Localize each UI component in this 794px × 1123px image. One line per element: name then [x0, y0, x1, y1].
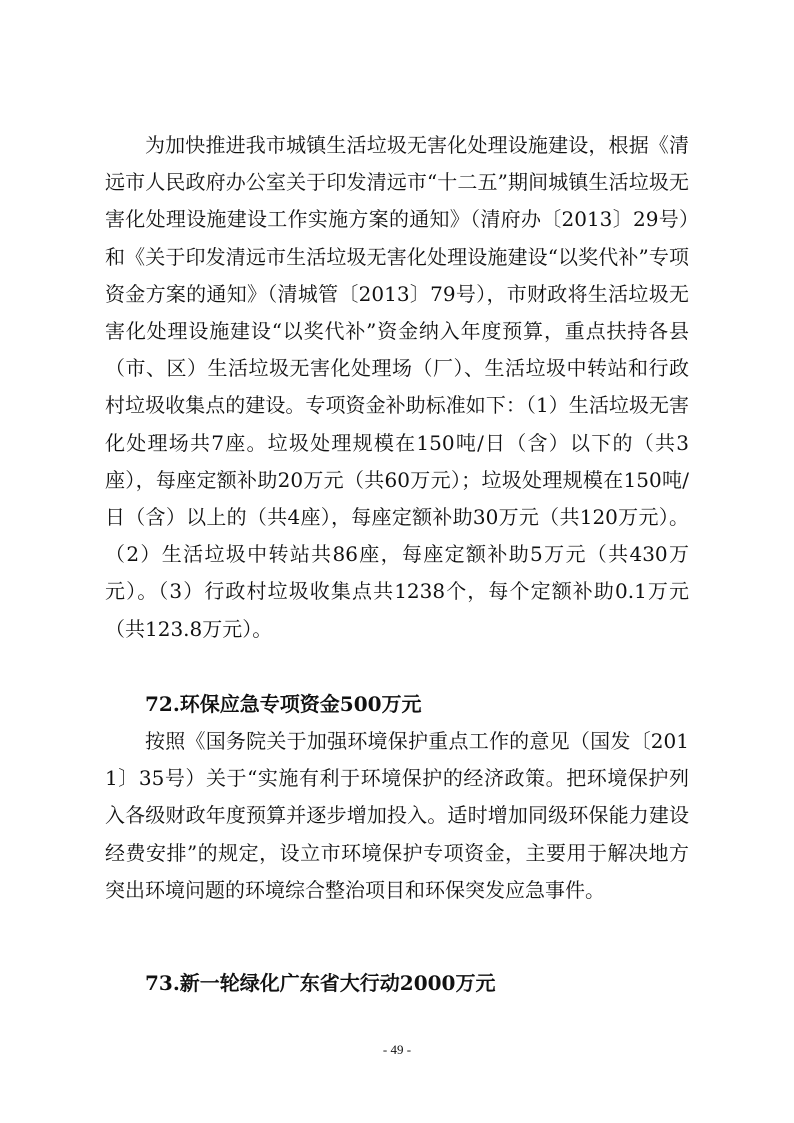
body-paragraph-garbage-treatment: 为加快推进我市城镇生活垃圾无害化处理设施建设，根据《清远市人民政府办公室关于印发清远市“十二五”期间城镇生活垃圾无害化处理设施建设工作实施方案的通知》（清府办〔2013〕29号）和《关于印发清远市生活垃圾无害化处理设施建设“以奖代补”专项资金方案的通知》（清城管〔2013〕79号），市财政将生活垃圾无害化处理设施建设“以奖代补”资金纳入年度预算，重点扶持各县（市、区）生活垃圾无害化处理场（厂）、生活垃圾中转站和行政村垃圾收集点的建设。专项资金补助标准如下：（1）生活垃圾无害化处理场共7座。垃圾处理规模在150吨/日（含）以下的（共3座），每座定额补助20万元（共60万元）；垃圾处理规模在150吨/日（含）以上的（共4座），每座定额补助30万元（共120万元）。（2）生活垃圾中转站共86座，每座定额补助5万元（共430万元）。（3）行政村垃圾收集点共1238个，每个定额补助0.1万元（共123.8万元）。: [105, 133, 689, 641]
section-heading-72: 72.环保应急专项资金500万元: [145, 692, 422, 716]
section-heading-73: 73.新一轮绿化广东省大行动2000万元: [145, 971, 496, 995]
page-number: - 49 -: [382, 1042, 412, 1057]
body-paragraph-environmental-fund: 按照《国务院关于加强环境保护重点工作的意见（国发〔2011〕35号）关于“实施有利于环境保护的经济政策。把环境保护列入各级财政年度预算并逐步增加投入。适时增加同级环保能力建设经费安排”的规定，设立市环境保护专项资金，主要用于解决地方突出环境问题的环境综合整治项目和环保突发应急事件。: [105, 729, 689, 902]
